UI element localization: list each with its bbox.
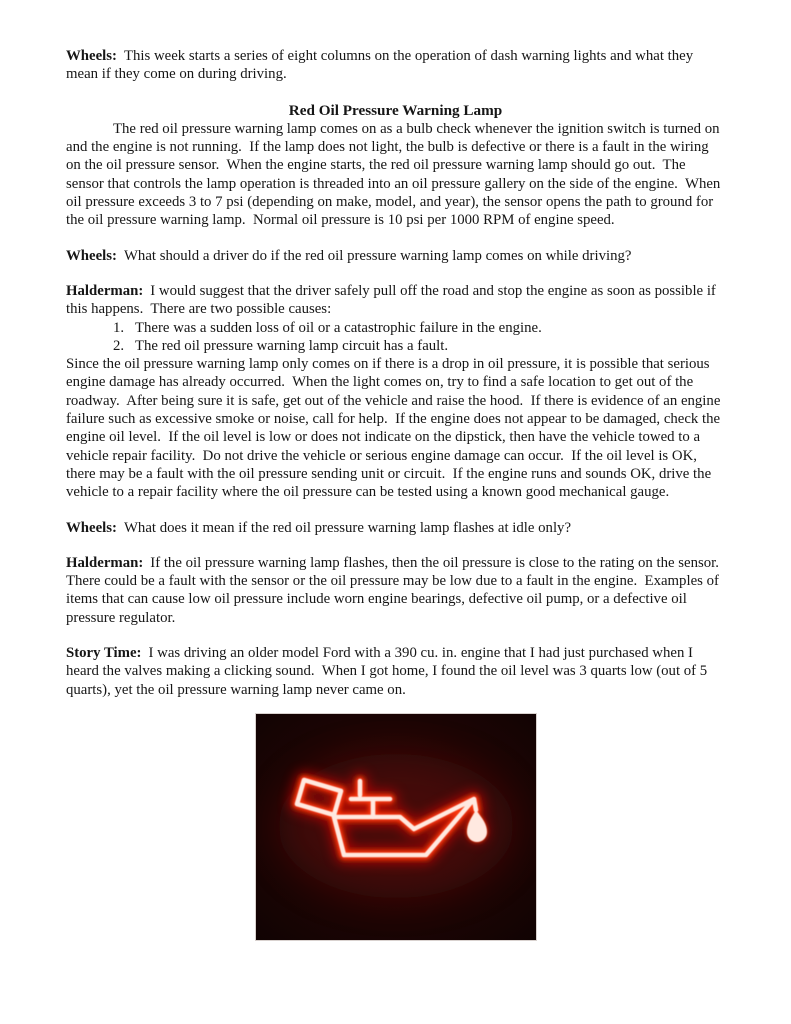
warning-lamp-photo bbox=[255, 713, 537, 941]
paragraph-text: The red oil pressure warning lamp comes on as a bulb check whenever the ignition switch is turned on and the engine is not running. If the lamp does not light, the bulb is defective or there is a fault in the wiring on the oil pressure sensor. When the engine starts, the red oil pressure warning lamp should go out. The sensor that controls the lamp operation is threaded into an oil pressure gallery on the side of the engine. When oil pressure exceeds 3 to 7 psi (depending on make, model, and year), the sensor opens the path to ground for the oil pressure warning lamp. Normal oil pressure is 10 psi per 1000 RPM of engine speed. bbox=[66, 120, 725, 229]
speaker-label-halderman: Halderman: bbox=[66, 282, 144, 299]
question-text: What should a driver do if the red oil pressure warning lamp comes on while driving? bbox=[123, 247, 632, 264]
lead-paragraph bbox=[66, 120, 725, 230]
answer-1 bbox=[66, 282, 725, 502]
paragraph-text: I would suggest that the driver safely pull off the road and stop the engine as soon as possible if this happens. There are two possible causes: bbox=[66, 282, 720, 318]
list-text: There was a sudden loss of oil or a catastrophic failure in the engine. bbox=[135, 319, 542, 336]
speaker-label-halderman: Halderman: bbox=[66, 554, 144, 571]
paragraph-text: Since the oil pressure warning lamp only comes on if there is a drop in oil pressure, it is possible that serious engine damage has already occurred. When the light comes on, try to find a safe location to get out of the roadway. After being sure it is safe, get out of the vehicle and raise the hood. If there is evidence of an engine failure such as excessive smoke or noise, call for help. If the engine does not appear to be damaged, check the engine oil level. If the oil level is low or does not indicate on the dipstick, then have the vehicle towed to a vehicle repair facility. Do not drive the vehicle or serious engine damage can occur. If the oil level is OK, there may be a fault with the oil pressure sending unit or circuit. If the engine runs and sounds OK, drive the vehicle to a repair facility where the oil pressure can be tested using a known good mechanical gauge. bbox=[66, 356, 725, 501]
photo-frame bbox=[255, 713, 537, 941]
list-item bbox=[66, 319, 725, 337]
list-text: The red oil pressure warning lamp circuit has a fault. bbox=[135, 337, 449, 354]
section-heading: Red Oil Pressure Warning Lamp bbox=[288, 101, 503, 119]
intro-paragraph bbox=[66, 47, 725, 84]
oil-can-icon bbox=[256, 714, 536, 940]
speaker-label-wheels: Wheels: bbox=[66, 247, 117, 264]
list-item bbox=[66, 337, 725, 355]
answer-1-intro bbox=[66, 282, 725, 319]
paragraph-text: If the oil pressure warning lamp flashes, then the oil pressure is close to the rating on the sensor. There could be a fault with the sensor or the oil pressure may be low due to a fault in the engine. Examples of items that can cause low oil pressure include worn engine bearings, defective oil pump, or a defective oil pressure regulator. bbox=[66, 554, 727, 626]
paragraph-text: I was driving an older model Ford with a 390 cu. in. engine that I had just purchased when I heard the valves making a clicking sound. When I got home, I found the oil level was 3 quarts low (out of 5 quarts), yet the oil pressure warning lamp never came on. bbox=[66, 645, 711, 698]
story-paragraph bbox=[66, 644, 725, 699]
question-2 bbox=[66, 519, 725, 537]
question-text: What does it mean if the red oil pressure warning lamp flashes at idle only? bbox=[123, 519, 572, 536]
question-1 bbox=[66, 247, 725, 265]
answer-1-continued bbox=[66, 355, 725, 501]
paragraph-text: This week starts a series of eight columns on the operation of dash warning lights and what they mean if they come on during driving. bbox=[66, 48, 697, 83]
speaker-label-wheels: Wheels: bbox=[66, 519, 117, 536]
speaker-label-wheels: Wheels: bbox=[66, 48, 117, 64]
speaker-label-story-time: Story Time: bbox=[66, 645, 142, 662]
list-number: 2. bbox=[113, 337, 125, 354]
list-number: 1. bbox=[113, 319, 125, 336]
answer-2 bbox=[66, 554, 725, 627]
